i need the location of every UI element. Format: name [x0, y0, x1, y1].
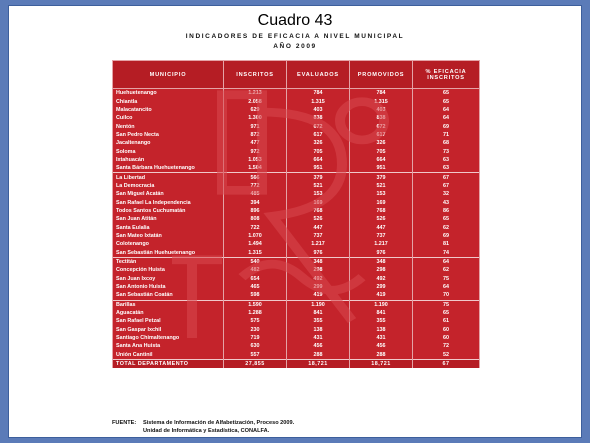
cell-inscritos: 1.070	[224, 232, 287, 240]
cell-inscritos: 540	[224, 257, 287, 266]
cell-evaluados: 737	[287, 232, 350, 240]
table-row	[113, 198, 480, 206]
col-header-promovidos: PROMOVIDOS	[350, 61, 413, 89]
cell-inscritos: 808	[224, 215, 287, 223]
cell-inscritos: 630	[224, 342, 287, 350]
cell-eficacia: 69	[413, 232, 480, 240]
cell-municipio: La Democracia	[113, 182, 224, 190]
cell-municipio: San Juan Ixcoy	[113, 275, 224, 283]
cell-evaluados: 1.217	[287, 240, 350, 248]
cell-evaluados: 976	[287, 249, 350, 258]
cell-eficacia: 65	[413, 215, 480, 223]
footnote-label: FUENTE:	[112, 420, 137, 426]
cell-promovidos: 976	[350, 249, 413, 258]
cell-evaluados: 379	[287, 173, 350, 182]
col-header-eficacia: % EFICACIA INSCRITOS	[413, 61, 480, 89]
total-value: 67	[413, 360, 480, 369]
cell-eficacia: 75	[413, 300, 480, 309]
cell-eficacia: 63	[413, 164, 480, 173]
cell-evaluados: 617	[287, 131, 350, 139]
table-row	[113, 114, 480, 122]
cell-promovidos: 841	[350, 309, 413, 317]
cell-municipio: San Sebastián Huehuetenango	[113, 249, 224, 258]
cell-inscritos: 654	[224, 275, 287, 283]
cell-evaluados: 672	[287, 122, 350, 130]
cell-municipio: Tectitán	[113, 257, 224, 266]
cell-eficacia: 65	[413, 309, 480, 317]
cell-municipio: Santiago Chimaltenango	[113, 334, 224, 342]
cell-municipio: Huehuetenango	[113, 89, 224, 98]
table-row	[113, 147, 480, 155]
cell-evaluados: 153	[287, 190, 350, 198]
cell-evaluados: 1.190	[287, 300, 350, 309]
cell-promovidos: 456	[350, 342, 413, 350]
cell-evaluados: 768	[287, 207, 350, 215]
cell-promovidos: 784	[350, 89, 413, 98]
cell-promovidos: 431	[350, 334, 413, 342]
table-row	[113, 190, 480, 198]
table-row	[113, 275, 480, 283]
cell-municipio: San Antonio Huista	[113, 283, 224, 291]
cell-municipio: La Libertad	[113, 173, 224, 182]
cell-eficacia: 52	[413, 351, 480, 360]
cell-promovidos: 664	[350, 156, 413, 164]
cell-evaluados: 784	[287, 89, 350, 98]
cell-eficacia: 70	[413, 291, 480, 300]
cell-eficacia: 64	[413, 283, 480, 291]
cell-inscritos: 598	[224, 291, 287, 300]
cell-evaluados: 348	[287, 257, 350, 266]
cell-inscritos: 1.315	[224, 249, 287, 258]
table-row	[113, 173, 480, 182]
cell-promovidos: 447	[350, 224, 413, 232]
table-row	[113, 342, 480, 350]
cell-municipio: San Rafael Petzal	[113, 317, 224, 325]
cell-inscritos: 1.300	[224, 114, 287, 122]
cell-eficacia: 65	[413, 97, 480, 105]
footnote-line-1: Sistema de Información de Alfabetización, Proceso 2009.	[143, 420, 295, 426]
cell-municipio: San Rafael La Independencia	[113, 198, 224, 206]
col-header-municipio: MUNICIPIO	[113, 61, 224, 89]
cell-eficacia: 73	[413, 147, 480, 155]
cell-eficacia: 74	[413, 249, 480, 258]
cell-municipio: Aguacatán	[113, 309, 224, 317]
slide	[9, 6, 581, 437]
cell-promovidos: 288	[350, 351, 413, 360]
cell-inscritos: 575	[224, 317, 287, 325]
cell-inscritos: 722	[224, 224, 287, 232]
cell-municipio: Ixtahuacán	[113, 156, 224, 164]
cell-inscritos: 971	[224, 122, 287, 130]
cell-evaluados: 951	[287, 164, 350, 173]
cell-evaluados: 456	[287, 342, 350, 350]
cell-evaluados: 526	[287, 215, 350, 223]
cell-inscritos: 1.494	[224, 240, 287, 248]
table-row	[113, 232, 480, 240]
table-row	[113, 317, 480, 325]
cell-evaluados: 1.315	[287, 97, 350, 105]
cell-eficacia: 81	[413, 240, 480, 248]
table-row	[113, 240, 480, 248]
cell-municipio: San Pedro Necta	[113, 131, 224, 139]
cell-municipio: San Mateo Ixtatán	[113, 232, 224, 240]
table-row	[113, 89, 480, 98]
cell-municipio: Colotenango	[113, 240, 224, 248]
cell-evaluados: 288	[287, 351, 350, 360]
cell-inscritos: 2.058	[224, 97, 287, 105]
cell-promovidos: 348	[350, 257, 413, 266]
cell-evaluados: 326	[287, 139, 350, 147]
cell-evaluados: 299	[287, 283, 350, 291]
cell-promovidos: 1.217	[350, 240, 413, 248]
cell-evaluados: 705	[287, 147, 350, 155]
cell-municipio: Concepción Huista	[113, 266, 224, 274]
cell-inscritos: 896	[224, 207, 287, 215]
cell-municipio: Santa Ana Huista	[113, 342, 224, 350]
cell-eficacia: 86	[413, 207, 480, 215]
cell-municipio: Santa Eulalia	[113, 224, 224, 232]
cell-promovidos: 379	[350, 173, 413, 182]
cell-municipio: Jacaltenango	[113, 139, 224, 147]
cell-promovidos: 526	[350, 215, 413, 223]
cell-eficacia: 61	[413, 317, 480, 325]
cell-promovidos: 705	[350, 147, 413, 155]
cell-inscritos: 1.053	[224, 156, 287, 164]
cell-evaluados: 138	[287, 326, 350, 334]
cell-inscritos: 482	[224, 266, 287, 274]
table-row	[113, 106, 480, 114]
cell-inscritos: 719	[224, 334, 287, 342]
table-row	[113, 326, 480, 334]
cell-inscritos: 1.504	[224, 164, 287, 173]
table-row	[113, 164, 480, 173]
cell-eficacia: 64	[413, 106, 480, 114]
table-row	[113, 224, 480, 232]
cell-eficacia: 63	[413, 156, 480, 164]
cell-municipio: Malacatancito	[113, 106, 224, 114]
table-body	[113, 89, 480, 369]
table-row	[113, 139, 480, 147]
footnote-line-2: Unidad de Informática y Estadística, CONALFA.	[143, 428, 270, 434]
cell-promovidos: 298	[350, 266, 413, 274]
cell-promovidos: 768	[350, 207, 413, 215]
cell-municipio: Unión Cantinil	[113, 351, 224, 360]
cell-eficacia: 75	[413, 275, 480, 283]
cell-promovidos: 419	[350, 291, 413, 300]
cell-municipio: San Miguel Acatán	[113, 190, 224, 198]
table-row	[113, 249, 480, 258]
cell-evaluados: 521	[287, 182, 350, 190]
subtitle-line-1: INDICADORES DE EFICACIA A NIVEL MUNICIPAL	[185, 33, 405, 40]
cell-promovidos: 169	[350, 198, 413, 206]
table-row	[113, 291, 480, 300]
cell-inscritos: 566	[224, 173, 287, 182]
cell-promovidos: 521	[350, 182, 413, 190]
table-row	[113, 215, 480, 223]
cell-eficacia: 67	[413, 182, 480, 190]
cell-promovidos: 299	[350, 283, 413, 291]
subtitle-line-2: AÑO 2009	[273, 43, 317, 50]
source-footnote	[112, 419, 294, 435]
indicators-table-container	[112, 60, 479, 368]
cell-eficacia: 60	[413, 326, 480, 334]
cell-municipio: Santa Bárbara Huehuetenango	[113, 164, 224, 173]
col-header-evaluados: EVALUADOS	[287, 61, 350, 89]
cell-evaluados: 298	[287, 266, 350, 274]
cell-evaluados: 664	[287, 156, 350, 164]
cell-eficacia: 64	[413, 114, 480, 122]
cell-evaluados: 403	[287, 106, 350, 114]
total-value: 27,855	[224, 360, 287, 369]
cell-eficacia: 62	[413, 266, 480, 274]
table-row	[113, 351, 480, 360]
cell-municipio: Soloma	[113, 147, 224, 155]
cell-evaluados: 169	[287, 198, 350, 206]
cell-evaluados: 419	[287, 291, 350, 300]
cell-inscritos: 465	[224, 283, 287, 291]
cell-municipio: Nentón	[113, 122, 224, 130]
cell-eficacia: 72	[413, 342, 480, 350]
col-header-inscritos: INSCRITOS	[224, 61, 287, 89]
total-value: 18,721	[287, 360, 350, 369]
cell-inscritos: 230	[224, 326, 287, 334]
cell-inscritos: 485	[224, 190, 287, 198]
cell-municipio: San Gaspar Ixchil	[113, 326, 224, 334]
cell-promovidos: 1.190	[350, 300, 413, 309]
table-row	[113, 131, 480, 139]
cell-inscritos: 972	[224, 147, 287, 155]
cell-municipio: Cuilco	[113, 114, 224, 122]
cell-evaluados: 355	[287, 317, 350, 325]
cell-eficacia: 71	[413, 131, 480, 139]
cell-evaluados: 431	[287, 334, 350, 342]
cell-promovidos: 492	[350, 275, 413, 283]
cell-municipio: Barillas	[113, 300, 224, 309]
cell-eficacia: 67	[413, 173, 480, 182]
table-row	[113, 257, 480, 266]
cell-eficacia: 62	[413, 224, 480, 232]
cell-promovidos: 138	[350, 326, 413, 334]
table-row	[113, 300, 480, 309]
table-row	[113, 97, 480, 105]
cell-inscritos: 772	[224, 182, 287, 190]
cell-municipio: Todos Santos Cuchumatán	[113, 207, 224, 215]
table-row	[113, 334, 480, 342]
page-title: Cuadro 43	[257, 12, 333, 29]
cell-inscritos: 557	[224, 351, 287, 360]
cell-promovidos: 617	[350, 131, 413, 139]
cell-eficacia: 65	[413, 89, 480, 98]
cell-promovidos: 153	[350, 190, 413, 198]
cell-inscritos: 1.288	[224, 309, 287, 317]
table-header-row	[113, 61, 480, 89]
cell-inscritos: 1.590	[224, 300, 287, 309]
table-row	[113, 266, 480, 274]
total-value: 18,721	[350, 360, 413, 369]
cell-promovidos: 355	[350, 317, 413, 325]
cell-inscritos: 477	[224, 139, 287, 147]
cell-inscritos: 1.213	[224, 89, 287, 98]
table-row	[113, 156, 480, 164]
cell-promovidos: 838	[350, 114, 413, 122]
cell-promovidos: 1.315	[350, 97, 413, 105]
cell-inscritos: 394	[224, 198, 287, 206]
cell-promovidos: 672	[350, 122, 413, 130]
cell-eficacia: 69	[413, 122, 480, 130]
cell-municipio: San Sebastián Coatán	[113, 291, 224, 300]
cell-eficacia: 43	[413, 198, 480, 206]
table-row	[113, 309, 480, 317]
cell-eficacia: 68	[413, 139, 480, 147]
table-row	[113, 122, 480, 130]
cell-eficacia: 32	[413, 190, 480, 198]
cell-evaluados: 841	[287, 309, 350, 317]
cell-eficacia: 60	[413, 334, 480, 342]
indicators-table	[112, 60, 480, 368]
cell-inscritos: 872	[224, 131, 287, 139]
cell-promovidos: 951	[350, 164, 413, 173]
cell-municipio: Chiantla	[113, 97, 224, 105]
cell-municipio: San Juan Atitán	[113, 215, 224, 223]
cell-evaluados: 447	[287, 224, 350, 232]
cell-promovidos: 403	[350, 106, 413, 114]
cell-eficacia: 64	[413, 257, 480, 266]
total-row	[113, 360, 480, 369]
total-label: TOTAL DEPARTAMENTO	[113, 360, 224, 369]
cell-evaluados: 838	[287, 114, 350, 122]
cell-promovidos: 737	[350, 232, 413, 240]
table-row	[113, 283, 480, 291]
table-row	[113, 207, 480, 215]
cell-inscritos: 629	[224, 106, 287, 114]
cell-evaluados: 492	[287, 275, 350, 283]
table-row	[113, 182, 480, 190]
cell-promovidos: 326	[350, 139, 413, 147]
